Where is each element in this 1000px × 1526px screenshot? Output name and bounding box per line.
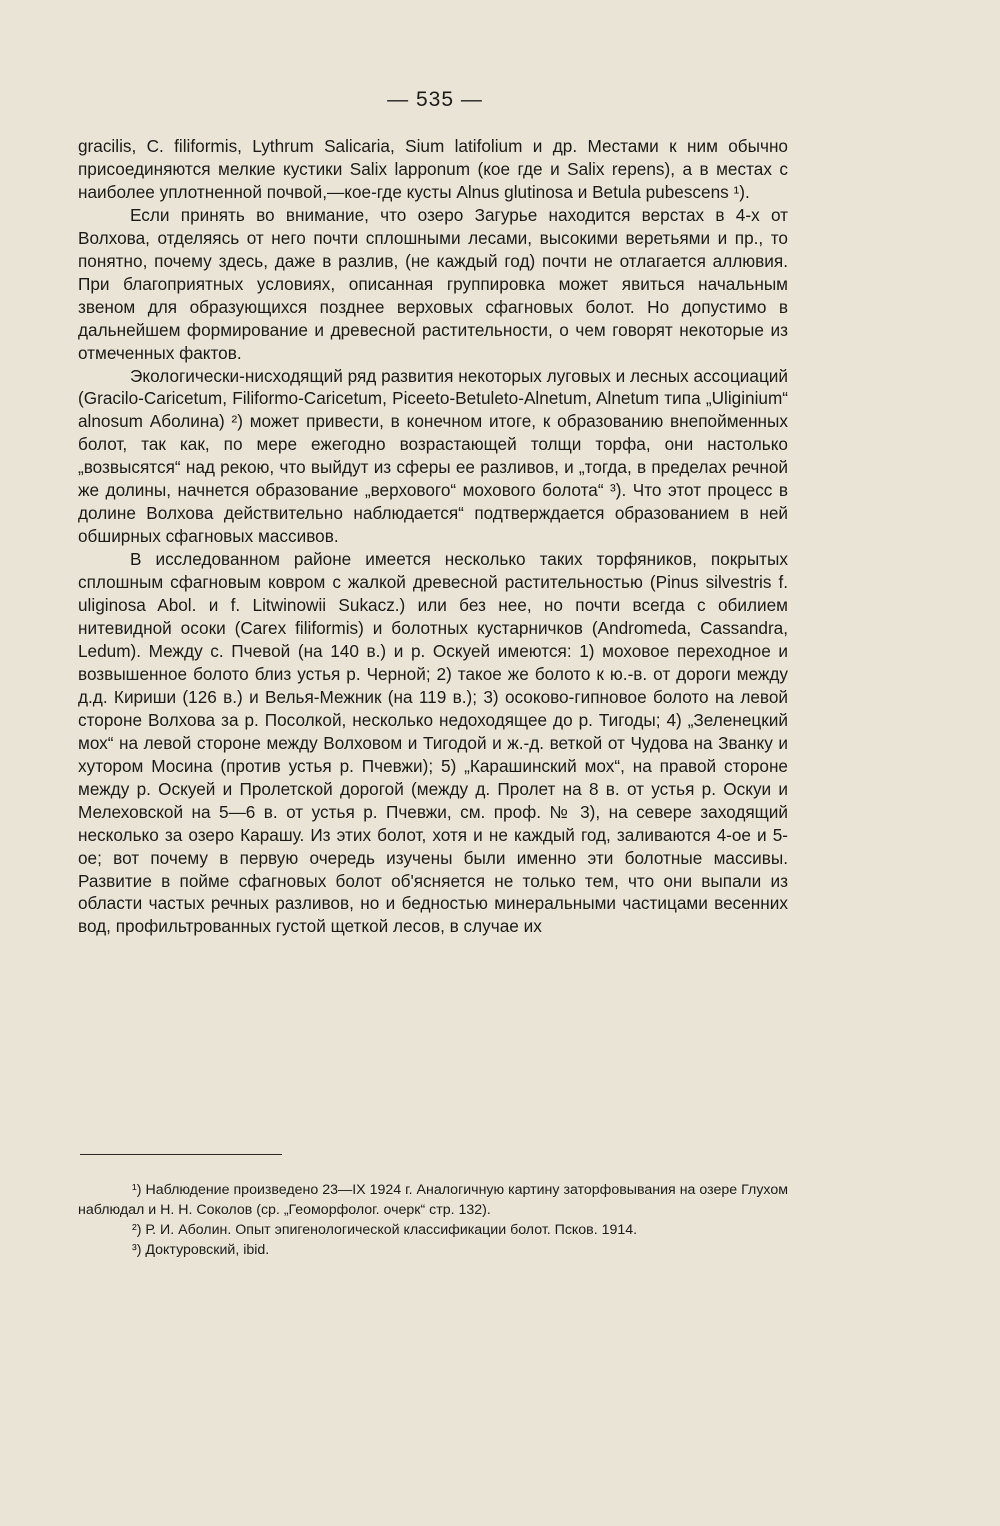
footnote-3: ³) Доктуровский, ibid. (132, 1242, 270, 1258)
main-text (78, 135, 788, 938)
footnote-2: ²) Р. И. Аболин. Опыт эпигенологической классификации болот. Псков. 1914. (132, 1222, 638, 1238)
footnotes (78, 1180, 788, 1260)
paragraph: В исследованном районе имеется несколько таких торфяников, покрытых сплошным сфагновым ковром с жалкой древесной растительностью (Pinus silvestris f. uliginosa Abol. и f. Litwinowii Sukacz.) или без нее, но почти всегда с обилием нитевидной осоки (Carex filiformis) и болотных кустарничков (Andromeda, Cassandra, Ledum). Между с. Пчевой (на 140 в.) и р. Оскуей имеются: 1) моховое переходное и возвышенное болото близ устья р. Черной; 2) такое же болото к ю.-в. от дороги между д.д. Кириши (126 в.) и Велья-Межник (на 119 в.); 3) осоково-гипновое болото на левой стороне Волхова за р. Посолкой, несколько недоходящее до р. Тигоды; 4) „Зеленецкий мох“ на левой стороне между Волховом и Тигодой и ж.-д. веткой от Чудова на Званку и хутором Мосина (против устья р. Пчевжи); 5) „Карашинский мох“, на правой стороне между р. Оскуей и Пролетской дорогой (между д. Пролет на 8 в. от устья р. Оскуи и Мелеховской на 5—6 в. от устья р. Пчевжи, см. проф. № 3), на севере заходящий несколько за озеро Карашу. Из этих болот, хотя и не каждый год, заливаются 4-ое и 5-ое; вот почему в первую очередь изучены были именно эти болотные массивы. Развитие в пойме сфагновых болот об'ясняется не только тем, что они выпали из области частых речных разливов, но и бедностью минеральными частицами весенних вод, профильтрованных густой щеткой лесов, в случае их (78, 549, 788, 937)
paragraph: Экологически-нисходящий ряд развития некоторых луговых и лесных ассоциаций (Gracilo-Caricetum, Filiformo-Caricetum, Piceeto-Betuleto-Alnetum, Alnetum типа „Uliginium“ alnosum Аболина) ²) может привести, в конечном итоге, к образованию внепойменных болот, так как, по мере ежегодно возрастающей толщи торфа, они настолько „возвысятся“ над рекою, что выйдут из сферы ее разливов, и „тогда, в пределах речной же долины, начнется образование „верхового“ мохового болота“ ³). Что этот процесс в долине Волхова действительно наблюдается“ подтверждается образованием в ней обширных сфагновых массивов. (78, 365, 788, 547)
paragraph-continuation: gracilis, C. filiformis, Lythrum Salicaria, Sium latifolium и др. Местами к ним обычно присоединяются мелкие кустики Salix lapponum (кое где и Salix repens), а в местах с наиболее уплотненной почвой,—кое-где кусты Alnus glutinosa и Betula pubescens ¹). (78, 136, 788, 202)
paragraph: Если принять во внимание, что озеро Загурье находится верстах в 4-х от Волхова, отделяясь от него почти сплошными лесами, высокими веретьями и пр., то понятно, почему здесь, даже в разлив, (не каждый год) почти не отлагается аллювия. При благоприятных условиях, описанная группировка может явиться начальным звеном для образующихся позднее верховых сфагновых болот. Но допустимо в дальнейшем формирование и древесной растительности, о чем говорят некоторые из отмеченных фактов. (78, 204, 788, 363)
footnote-separator (80, 1154, 282, 1155)
footnote-1: ¹) Наблюдение произведено 23—IX 1924 г. Аналогичную картину заторфовывания на озере Глухом наблюдал и Н. Н. Соколов (ср. „Геоморфолог. очерк“ стр. 132). (78, 1182, 788, 1218)
page-number: — 535 — (387, 88, 483, 111)
